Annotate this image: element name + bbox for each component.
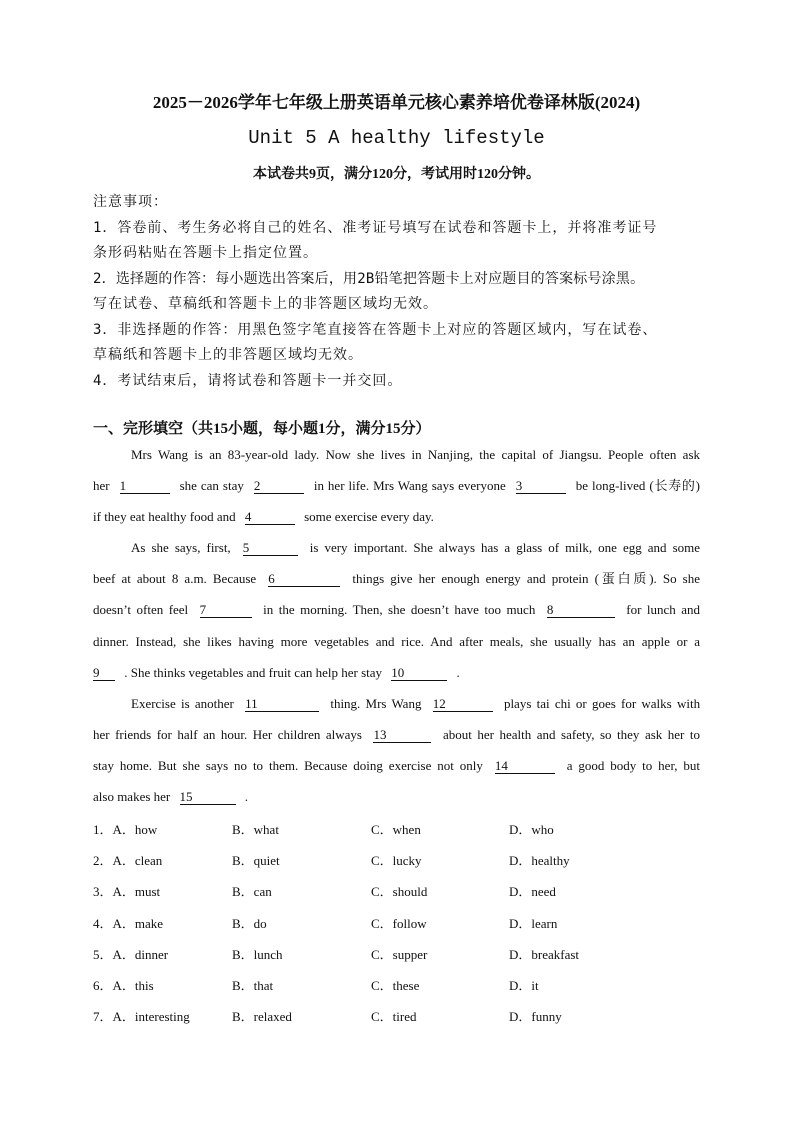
option-D: D．learn <box>509 915 558 931</box>
passage-text: in her life. Mrs Wang says everyone <box>313 478 506 494</box>
passage-text: be long-lived (长寿的) <box>575 478 700 494</box>
passage-text: Exercise is another <box>131 695 234 711</box>
question-options <box>93 1007 713 1038</box>
options-list <box>93 820 713 1038</box>
passage-text: . <box>456 664 460 680</box>
passage-text: stay home. But she says no to them. Because doing exercise not only <box>93 757 483 773</box>
option-C: C．lucky <box>371 853 422 869</box>
option-A: 5．A．dinner <box>93 946 169 962</box>
passage-text: beef at about 8 a.m. Because <box>93 571 257 587</box>
answer-blank: 13 <box>373 727 431 743</box>
document-title: 2025－2026学年七年级上册英语单元核心素养培优卷译林版(2024) <box>152 93 641 112</box>
option-D: D．funny <box>509 1009 562 1025</box>
passage-line <box>93 786 700 817</box>
passage-line <box>93 693 700 724</box>
exam-info: 本试卷共9页，满分120分，考试用时120分钟。 <box>253 167 540 182</box>
passage-text: also makes her <box>93 789 171 805</box>
option-C: C．follow <box>371 915 427 931</box>
passage-text: doesn’t often feel <box>93 602 189 618</box>
passage-line <box>93 506 700 537</box>
option-C: C．these <box>371 977 420 993</box>
answer-blank: 11 <box>245 696 319 712</box>
passage-text: things give her enough energy and protein (蛋白质). So she <box>352 571 701 587</box>
option-C: C．should <box>371 884 428 900</box>
passage-text: if they eat healthy food and <box>93 509 236 525</box>
answer-blank: 1 <box>120 478 170 494</box>
option-B: B．what <box>232 822 279 837</box>
passage-text: plays tai chi or goes for walks with <box>503 695 701 711</box>
passage-line <box>93 475 700 506</box>
option-A: 1．A．how <box>93 822 158 837</box>
answer-blank: 7 <box>200 602 252 618</box>
option-D: D．it <box>509 977 539 993</box>
unit-title: Unit 5 A healthy lifestyle <box>248 127 545 149</box>
passage-line <box>93 537 700 568</box>
passage-line <box>93 444 700 475</box>
note-line: 写在试卷、草稿纸和答题卡上的非答题区域均无效。 <box>93 296 438 312</box>
option-B: B．that <box>232 977 274 993</box>
option-C: C．when <box>371 822 421 837</box>
answer-blank: 8 <box>547 602 615 618</box>
cloze-passage <box>93 444 700 817</box>
passage-text: she can stay <box>179 478 244 494</box>
note-line: 3．非选择题的作答：用黑色签字笔直接答在答题卡上对应的答题区域内，写在试卷、 <box>93 321 658 338</box>
answer-blank: 6 <box>268 571 340 587</box>
passage-line <box>93 631 700 662</box>
passage-text: . She thinks vegetables and fruit can help her stay <box>124 664 383 680</box>
passage-text: thing. Mrs Wang <box>330 695 422 711</box>
option-C: C．tired <box>371 1009 417 1025</box>
note-line: 2．选择题的作答：每小题选出答案后，用2B铅笔把答题卡上对应题目的答案标号涂黑。 <box>93 270 645 287</box>
option-B: B．relaxed <box>232 1009 292 1025</box>
passage-text: for lunch and <box>626 602 701 618</box>
passage-text: As she says, first, <box>131 540 231 556</box>
passage-text: a good body to her, but <box>566 757 701 773</box>
question-options <box>93 882 713 913</box>
passage-text: about her health and safety, so they ask her to <box>442 726 700 742</box>
option-A: 3．A．must <box>93 884 161 900</box>
passage-line <box>93 599 700 630</box>
passage-line <box>93 568 700 599</box>
question-options <box>93 976 713 1007</box>
passage-text: her <box>93 478 110 494</box>
note-line: 草稿纸和答题卡上的非答题区域均无效。 <box>93 347 363 363</box>
note-line: 条形码粘贴在答题卡上指定位置。 <box>93 245 318 261</box>
passage-line <box>93 724 700 755</box>
answer-blank: 10 <box>391 665 447 681</box>
option-C: C．supper <box>371 946 428 962</box>
question-options <box>93 914 713 945</box>
note-line: 4．考试结束后，请将试卷和答题卡一并交回。 <box>93 372 403 389</box>
option-D: D．need <box>509 884 556 900</box>
option-D: D．who <box>509 822 554 837</box>
passage-text: some exercise every day. <box>304 509 434 525</box>
passage-line <box>93 755 700 786</box>
option-A: 2．A．clean <box>93 853 163 869</box>
passage-line <box>93 662 700 693</box>
option-D: D．breakfast <box>509 946 580 962</box>
answer-blank: 12 <box>433 696 493 712</box>
passage-text: her friends for half an hour. Her children always <box>93 726 362 742</box>
question-options <box>93 820 713 851</box>
answer-blank: 14 <box>495 758 555 774</box>
passage-text: in the morning. Then, she doesn’t have too much <box>263 602 536 618</box>
passage-text: Mrs Wang is an 83-year-old lady. Now she lives in Nanjing, the capital of Jiangsu. People often ask <box>131 447 700 462</box>
option-B: B．do <box>232 915 267 931</box>
notes-heading: 注意事项： <box>93 194 168 210</box>
option-A: 6．A．this <box>93 977 154 993</box>
answer-blank: 15 <box>180 789 236 805</box>
section-heading: 一、完形填空（共15小题，每小题1分，满分15分） <box>93 421 431 437</box>
option-B: B．quiet <box>232 853 280 869</box>
answer-blank: 2 <box>254 478 304 494</box>
passage-text: . <box>244 789 249 805</box>
option-B: B．can <box>232 884 272 900</box>
option-B: B．lunch <box>232 946 283 962</box>
option-A: 4．A．make <box>93 915 164 931</box>
option-D: D．healthy <box>509 853 570 869</box>
question-options <box>93 945 713 976</box>
passage-text: is very important. She always has a glass of milk, one egg and some <box>309 540 701 556</box>
question-options <box>93 851 713 882</box>
notes-section <box>93 190 703 394</box>
answer-blank: 3 <box>516 478 566 494</box>
answer-blank: 9 <box>93 665 115 681</box>
passage-text: dinner. Instead, she likes having more vegetables and rice. And after meals, she usually has an apple or a <box>93 633 700 649</box>
answer-blank: 5 <box>243 540 298 556</box>
note-line: 1．答卷前、考生务必将自己的姓名、准考证号填写在试卷和答题卡上，并将准考证号 <box>93 219 658 236</box>
answer-blank: 4 <box>245 509 295 525</box>
option-A: 7．A．interesting <box>93 1009 190 1025</box>
